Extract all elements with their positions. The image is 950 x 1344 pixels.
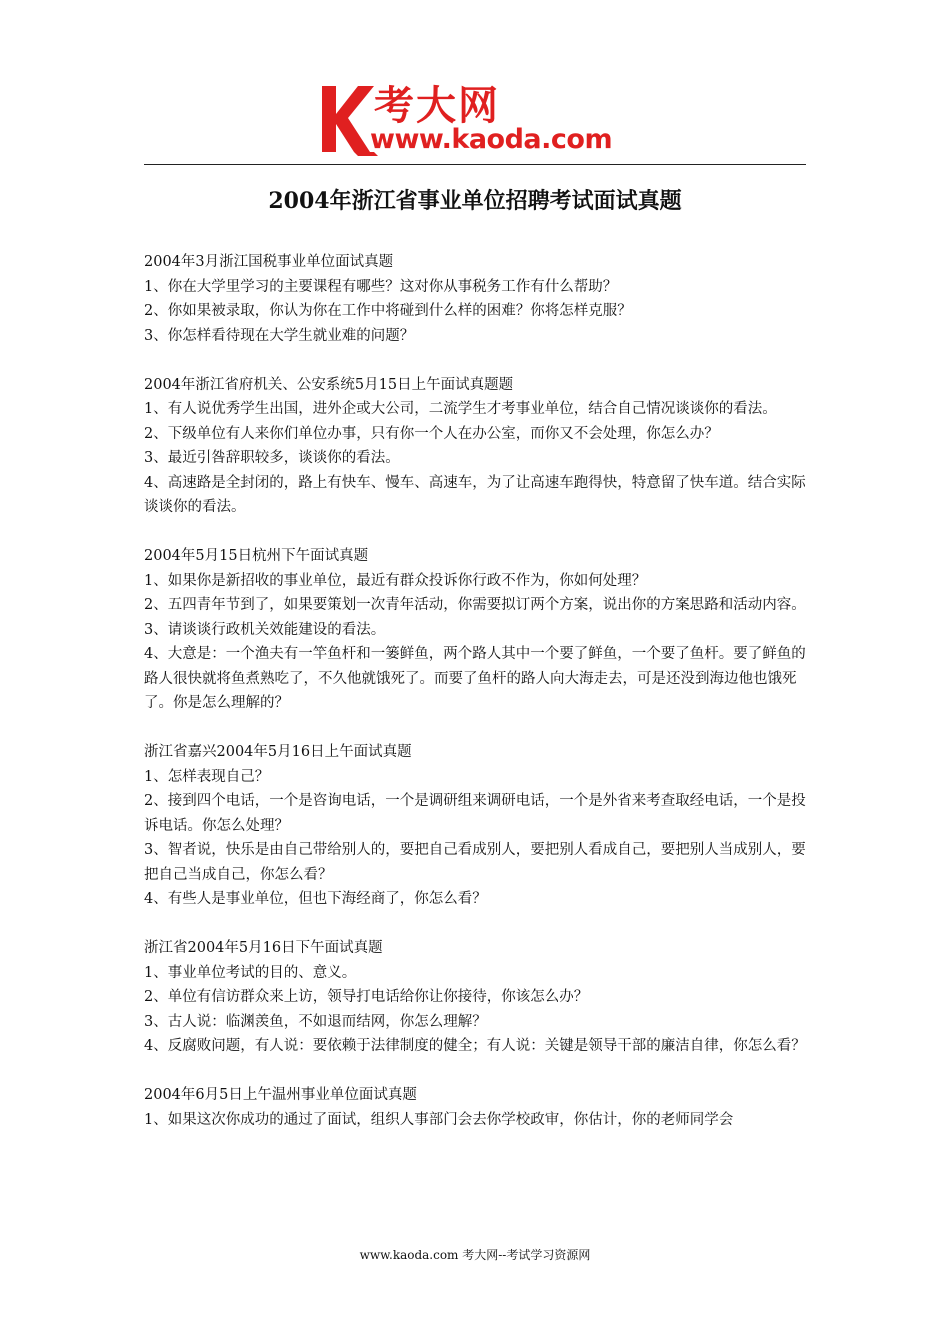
- question-item: 2、下级单位有人来你们单位办事，只有你一个人在办公室，而你又不会处理，你怎么办？: [144, 425, 719, 442]
- section-4: [144, 936, 808, 1059]
- header-divider: [144, 164, 806, 165]
- question-item: 3、最近引咎辞职较多，谈谈你的看法。: [144, 450, 400, 466]
- question-item: 2、五四青年节到了，如果要策划一次青年活动，你需要拟订两个方案，说出你的方案思路和活动内容。: [144, 597, 806, 613]
- logo-url-text: www.kaoda.com: [370, 124, 613, 155]
- section-heading: 2004年6月5日上午温州事业单位面试真题: [144, 1087, 417, 1103]
- question-item: 1、你在大学里学习的主要课程有哪些？这对你从事税务工作有什么帮助？: [144, 278, 618, 295]
- question-item: 3、你怎样看待现在大学生就业难的问题？: [144, 327, 415, 344]
- document-body: [144, 250, 808, 1157]
- section-0: [144, 250, 808, 348]
- question-item: 2、单位有信访群众来上访，领导打电话给你让你接待，你该怎么办？: [144, 989, 589, 1005]
- question-item: 1、怎样表现自己？: [144, 768, 270, 785]
- question-item: 2、接到四个电话，一个是咨询电话，一个是调研组来调研电话，一个是外省来考查取经电话，一个是投诉电话。你怎么处理？: [144, 793, 806, 834]
- section-heading: 2004年浙江省府机关、公安系统5月15日上午面试真题题: [144, 376, 514, 393]
- question-item: 1、事业单位考试的目的、意义。: [144, 964, 357, 981]
- section-1: [144, 373, 808, 520]
- question-item: 1、如果这次你成功的通过了面试，组织人事部门会去你学校政审，你估计，你的老师同学会: [144, 1111, 734, 1128]
- site-logo[interactable]: [318, 80, 638, 160]
- question-item: 4、高速路是全封闭的，路上有快车、慢车、高速车，为了让高速车跑得快，特意留了快车道。结合实际谈谈你的看法。: [144, 474, 806, 515]
- question-item: 2、你如果被录取，你认为你在工作中将碰到什么样的困难？你将怎样克服？: [144, 303, 632, 319]
- section-heading: 浙江省2004年5月16日下午面试真题: [144, 940, 383, 956]
- question-item: 3、古人说：临渊羡鱼，不如退而结网，你怎么理解？: [144, 1013, 487, 1030]
- question-item: 1、有人说优秀学生出国，进外企或大公司，二流学生才考事业单位，结合自己情况谈谈你的看法。: [144, 401, 777, 417]
- section-heading: 浙江省嘉兴2004年5月16日上午面试真题: [144, 744, 412, 760]
- section-5: [144, 1083, 808, 1132]
- question-item: 4、大意是：一个渔夫有一竿鱼杆和一篓鲜鱼，两个路人其中一个要了鲜鱼，一个要了鱼杆。要了鲜鱼的路人很快就将鱼煮熟吃了，不久他就饿死了。而要了鱼杆的路人向大海走去，可是还没到海边他也饿死了。你是怎么理解的？: [144, 646, 806, 711]
- question-item: 4、有些人是事业单位，但也下海经商了，你怎么看？: [144, 891, 487, 907]
- question-item: 3、智者说，快乐是由自己带给别人的，要把自己看成别人，要把别人看成自己，要把别人当成别人，要把自己当成自己，你怎么看？: [144, 842, 806, 883]
- question-item: 4、反腐败问题，有人说：要依赖于法律制度的健全；有人说：关键是领导干部的廉洁自律，你怎么看？: [144, 1038, 806, 1054]
- section-2: [144, 544, 808, 716]
- page-footer: www.kaoda.com 考大网--考试学习资源网: [359, 1248, 591, 1262]
- logo-k-icon: [318, 80, 378, 156]
- question-item: 3、请谈谈行政机关效能建设的看法。: [144, 621, 386, 638]
- page-title: 2004年浙江省事业单位招聘考试面试真题: [268, 188, 682, 214]
- section-3: [144, 740, 808, 912]
- section-heading: 2004年5月15日杭州下午面试真题: [144, 548, 369, 564]
- question-item: 1、如果你是新招收的事业单位，最近有群众投诉你行政不作为，你如何处理？: [144, 572, 647, 589]
- logo-chinese-text: 考大网: [374, 83, 500, 129]
- section-heading: 2004年3月浙江国税事业单位面试真题: [144, 254, 394, 270]
